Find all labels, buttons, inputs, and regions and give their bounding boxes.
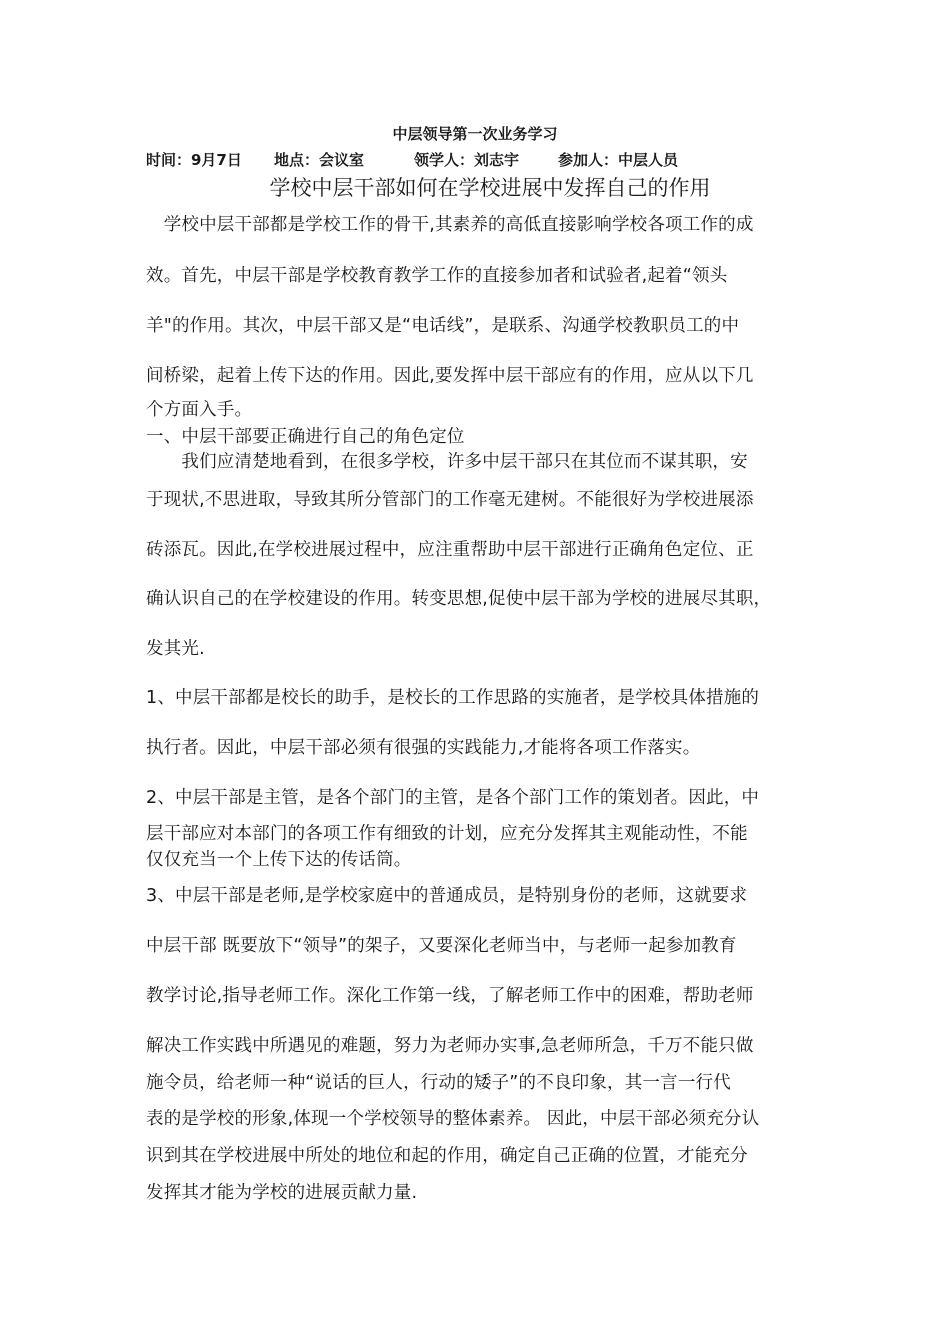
paragraph-line: 砖添瓦。因此,在学校进展过程中，应注重帮助中层干部进行正确角色定位、正 (146, 540, 754, 560)
paragraph-line: 教学讨论,指导老师工作。深化工作第一线，了解老师工作中的困难，帮助老师 (146, 986, 754, 1006)
paragraph-line: 解决工作实践中所遇见的难题，努力为老师办实事,急老师所急，千万不能只做 (146, 1036, 754, 1056)
paragraph-line: 1、中层干部都是校长的助手，是校长的工作思路的实施者，是学校具体措施的 (146, 688, 760, 708)
article-heading: 学校中层干部如何在学校进展中发挥自己的作用 (269, 176, 711, 200)
section-heading: 一、中层干部要正确进行自己的角色定位 (146, 427, 465, 447)
paragraph-line: 羊"的作用。其次，中层干部又是“电话线”，是联系、沟通学校教职员工的中 (146, 316, 740, 336)
paragraph-line: 学校中层干部都是学校工作的骨干,其素养的高低直接影响学校各项工作的成 (146, 215, 754, 235)
paragraph-line: 3、中层干部是老师,是学校家庭中的普通成员，是特别身份的老师，这就要求 (146, 886, 748, 906)
paragraph-line: 表的是学校的形象,体现一个学校领导的整体素养。 因此，中层干部必须充分认 (146, 1109, 760, 1129)
paragraph-line: 间桥梁，起着上传下达的作用。因此,要发挥中层干部应有的作用，应从以下几 (146, 366, 754, 386)
paragraph-line: 发其光. (146, 639, 205, 659)
paragraph-line: 2、中层干部是主管，是各个部门的主管，是各个部门工作的策划者。因此，中 (146, 788, 760, 808)
meeting-leader: 领学人：刘志宇 (414, 151, 520, 169)
paragraph-line: 执行者。因此，中层干部必须有很强的实践能力,才能将各项工作落实。 (146, 738, 701, 758)
meeting-place: 地点：会议室 (274, 151, 365, 169)
paragraph-line: 识到其在学校进展中所处的地位和起的作用，确定自己正确的位置，才能充分 (146, 1146, 748, 1166)
paragraph-line: 层干部应对本部门的各项工作有细致的计划，应充分发挥其主观能动性，不能 (146, 824, 748, 844)
paragraph-line: 发挥其才能为学校的进展贡献力量. (146, 1183, 418, 1203)
paragraph-line: 效。首先，中层干部是学校教育教学工作的直接参加者和试验者,起着“领头 (146, 266, 728, 286)
paragraph-line: 仅仅充当一个上传下达的传话筒。 (146, 850, 412, 870)
meeting-info (146, 151, 678, 169)
paragraph-line: 我们应清楚地看到，在很多学校，许多中层干部只在其位而不谋其职，安 (146, 452, 748, 472)
paragraph-line: 中层干部 既要放下“领导”的架子，又要深化老师当中，与老师一起参加教育 (146, 936, 737, 956)
meeting-time: 时间：9月7日 (146, 151, 242, 169)
paragraph-line: 于现状,不思进取，导致其所分管部门的工作毫无建树。不能很好为学校进展添 (146, 490, 754, 510)
paragraph-line: 个方面入手。 (146, 400, 253, 420)
paragraph-line: 确认识自己的在学校建设的作用。转变思想,促使中层干部为学校的进展尽其职， (146, 589, 772, 609)
meeting-participants: 参加人：中层人员 (558, 151, 679, 169)
document-title: 中层领导第一次业务学习 (392, 125, 558, 143)
paragraph-line: 施令员，给老师一种“说话的巨人，行动的矮子”的不良印象，其一言一行代 (146, 1073, 731, 1093)
